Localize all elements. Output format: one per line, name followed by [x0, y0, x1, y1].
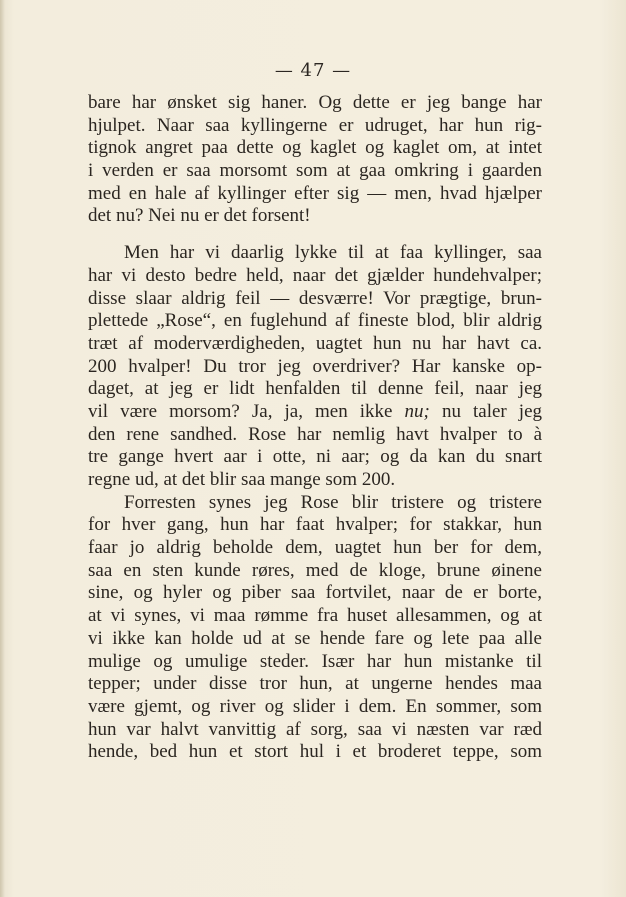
text-line-mixed — [88, 401, 542, 424]
text-line: hjulpet. Naar saa kyllingerne er udruget, har hun rig- — [88, 114, 542, 136]
body-text — [88, 92, 542, 764]
emphasis-text: nu; — [404, 400, 430, 422]
page-spine-shadow — [0, 0, 5, 897]
text-line: tignok angret paa dette og kaglet og kaglet om, at intet — [88, 137, 542, 159]
text-line: det nu? Nei nu er det forsent! — [88, 205, 311, 227]
text-line: bare har ønsket sig haner. Og dette er jeg bange har — [88, 92, 542, 113]
text-line: tepper; under disse tror hun, at ungerne hendes maa — [88, 673, 542, 695]
text-line: at vi synes, vi maa rømme fra huset allesammen, og at — [88, 605, 542, 627]
paragraph-1 — [88, 92, 542, 228]
text-line: være gjemt, og river og slider i dem. En sommer, som — [88, 695, 542, 717]
text-line: har vi desto bedre held, naar det gjælder hundehvalper; — [88, 264, 542, 286]
text-line: den rene sandhed. Rose har nemlig havt hvalper to à — [88, 423, 542, 445]
text-line: vi ikke kan holde ud at se hende fare og lete paa alle — [88, 627, 542, 649]
text-line: Men har vi daarlig lykke til at faa kyllinger, saa — [124, 242, 542, 264]
text-line: tre gange hvert aar i otte, ni aar; og da kan du snart — [88, 446, 542, 468]
text-line: daget, at jeg er lidt henfalden til denne feil, naar jeg — [88, 378, 542, 400]
text-line: Forresten synes jeg Rose blir tristere og tristere — [124, 491, 542, 513]
text-line: for hver gang, hun har faat hvalper; for stakkar, hun — [88, 514, 542, 536]
paragraph-3 — [88, 492, 542, 764]
text-line: hende, bed hun et stort hul i et broderet teppe, som — [88, 741, 542, 763]
paragraph-2 — [88, 242, 542, 492]
text-line: 200 hvalper! Du tror jeg overdriver? Har kanske op- — [88, 355, 542, 377]
text-fragment: vil være morsom? Ja, ja, men ikke — [88, 400, 393, 422]
text-line: hun var halvt vanvittig af sorg, saa vi næsten var ræd — [88, 718, 542, 740]
text-line: regne ud, at det blir saa mange som 200. — [88, 469, 396, 490]
text-line: disse slaar aldrig feil — desværre! Vor prægtige, brun- — [88, 287, 542, 309]
text-line: sine, og hyler og piber saa fortvilet, naar de er borte, — [88, 582, 542, 604]
text-line: saa en sten kunde røres, med de kloge, brune øinene — [88, 559, 542, 581]
text-line: faar jo aldrig beholde dem, uagtet hun ber for dem, — [88, 537, 542, 559]
page-number: — 47 — — [274, 60, 352, 81]
text-line: plettede „Rose“, en fuglehund af fineste blod, blir aldrig — [88, 310, 542, 332]
text-line: træt af moderværdigheden, uagtet hun nu har havt ca. — [88, 332, 542, 354]
text-line: i verden er saa morsomt som at gaa omkring i gaarden — [88, 160, 542, 182]
text-line: med en hale af kyllinger efter sig — men, hvad hjælper — [88, 182, 542, 204]
text-line: mulige og umulige steder. Især har hun mistanke til — [88, 650, 542, 672]
text-fragment: nu taler jeg — [441, 400, 543, 422]
